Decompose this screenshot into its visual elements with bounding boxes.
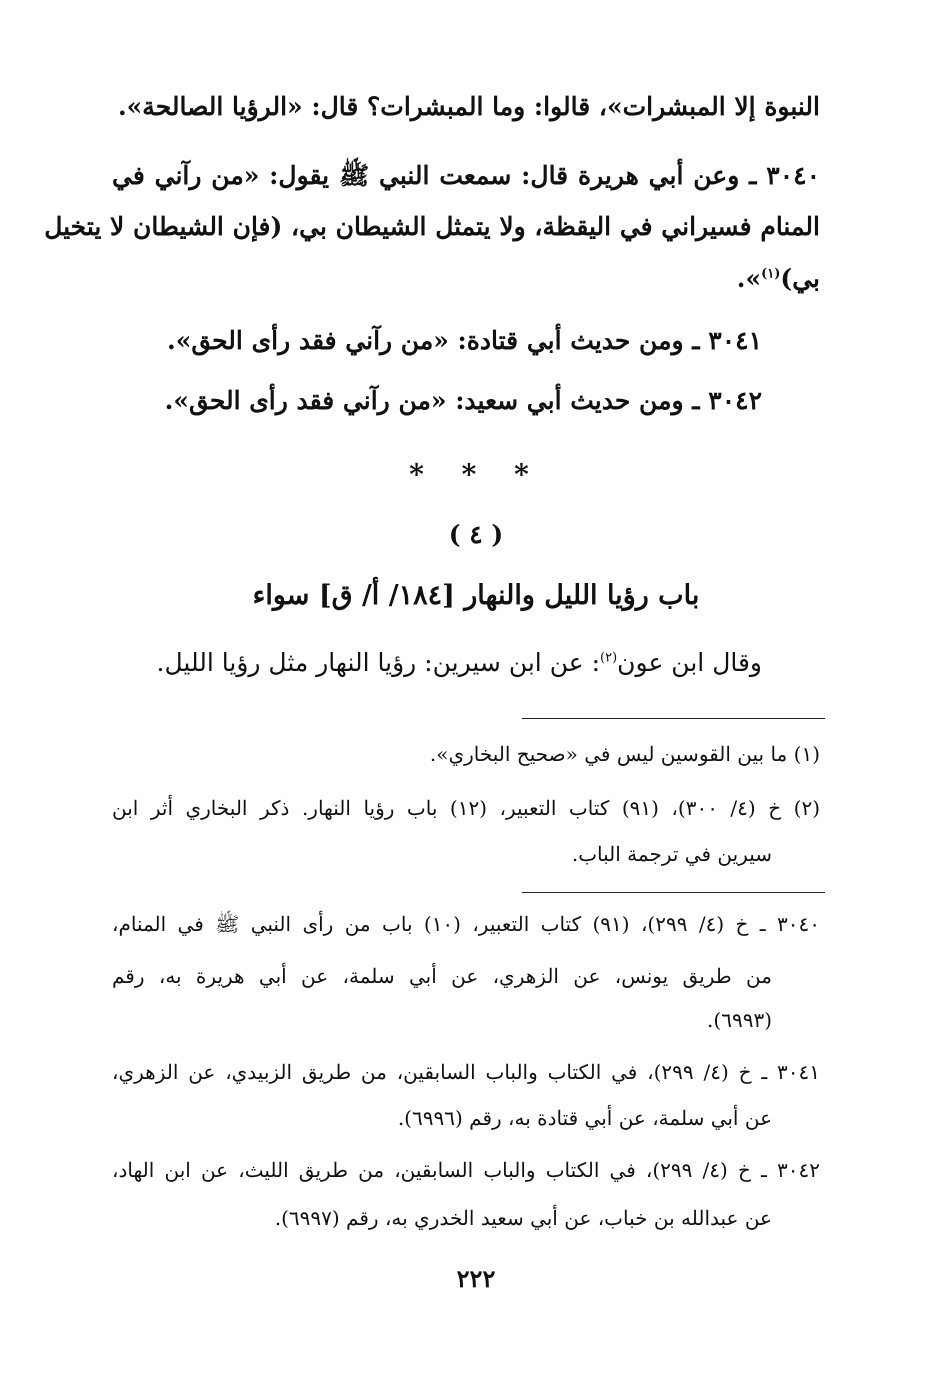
source-3040-line-3: (٦٩٩٣). — [707, 1008, 772, 1032]
source-3042-line-1: ٣٠٤٢ ـ خ (٤/ ٢٩٩)، في الكتاب والباب السابقين، من طريق الليث، عن ابن الهاد، — [112, 1158, 820, 1182]
footnote-2-line-2: سيرين في ترجمة الباب. — [571, 842, 772, 866]
hadith-3040-line-3-text: بي) — [780, 264, 820, 293]
source-3041-line-1: ٣٠٤١ ـ خ (٤/ ٢٩٩)، في الكتاب والباب السابقين، من طريق الزبيدي، عن الزهري، — [112, 1060, 820, 1084]
hadith-3040-line-2: المنام فسيراني في اليقظة، ولا يتمثل الشيطان بي، (فإن الشيطان لا يتخيل — [44, 212, 820, 241]
text-line: النبوة إلا المبشرات»، قالوا: وما المبشرات؟ قال: «الرؤيا الصالحة». — [117, 92, 820, 121]
ibn-awn-quote-a: وقال ابن عون — [617, 648, 762, 677]
chapter-number: ( ٤ ) — [448, 520, 504, 549]
source-3040-line-2: من طريق يونس، عن الزهري، عن أبي سلمة، عن أبي هريرة به، رقم — [112, 964, 772, 988]
hadith-3040-line-3-end: ». — [736, 264, 762, 293]
source-3042-line-2: عن عبدالله بن خباب، عن أبي سعيد الخدري به، رقم (٦٩٩٧). — [274, 1206, 772, 1230]
footnote-ref-1: (١) — [761, 266, 781, 282]
ibn-awn-quote — [157, 648, 762, 677]
footnote-2-line-1: (٢) خ (٤/ ٣٠٠)، (٩١) كتاب التعبير، (١٢) باب رؤيا النهار. ذكر البخاري أثر ابن — [112, 796, 820, 820]
chapter-title: باب رؤيا الليل والنهار [١٨٤/ أ/ ق] سواء — [252, 580, 700, 611]
footnote-ref-2: (٢) — [600, 650, 618, 666]
sources-rule — [522, 892, 825, 893]
hadith-3040-line-3 — [737, 264, 820, 293]
section-separator: * * * — [409, 458, 543, 491]
hadith-3042: ٣٠٤٢ ـ ومن حديث أبي سعيد: «من رآني فقد رأى الحق». — [164, 386, 762, 415]
source-3041-line-2: عن أبي سلمة، عن أبي قتادة به، رقم (٦٩٩٦). — [397, 1106, 772, 1130]
hadith-3040-line-1: ٣٠٤٠ ـ وعن أبي هريرة قال: سمعت النبي ﷺ يقول: «من رآني في — [112, 161, 820, 190]
hadith-3041: ٣٠٤١ ـ ومن حديث أبي قتادة: «من رآني فقد رأى الحق». — [166, 326, 762, 355]
footnote-1: (١) ما بين القوسين ليس في «صحيح البخاري». — [429, 742, 820, 766]
source-3040-line-1: ٣٠٤٠ ـ خ (٤/ ٢٩٩)، (٩١) كتاب التعبير، (١٠) باب من رأى النبي ﷺ في المنام، — [112, 912, 820, 936]
page-number: ٢٢٢ — [456, 1264, 496, 1293]
footnote-rule — [522, 718, 825, 719]
ibn-awn-quote-b: : عن ابن سيرين: رؤيا النهار مثل رؤيا الليل. — [156, 648, 601, 677]
